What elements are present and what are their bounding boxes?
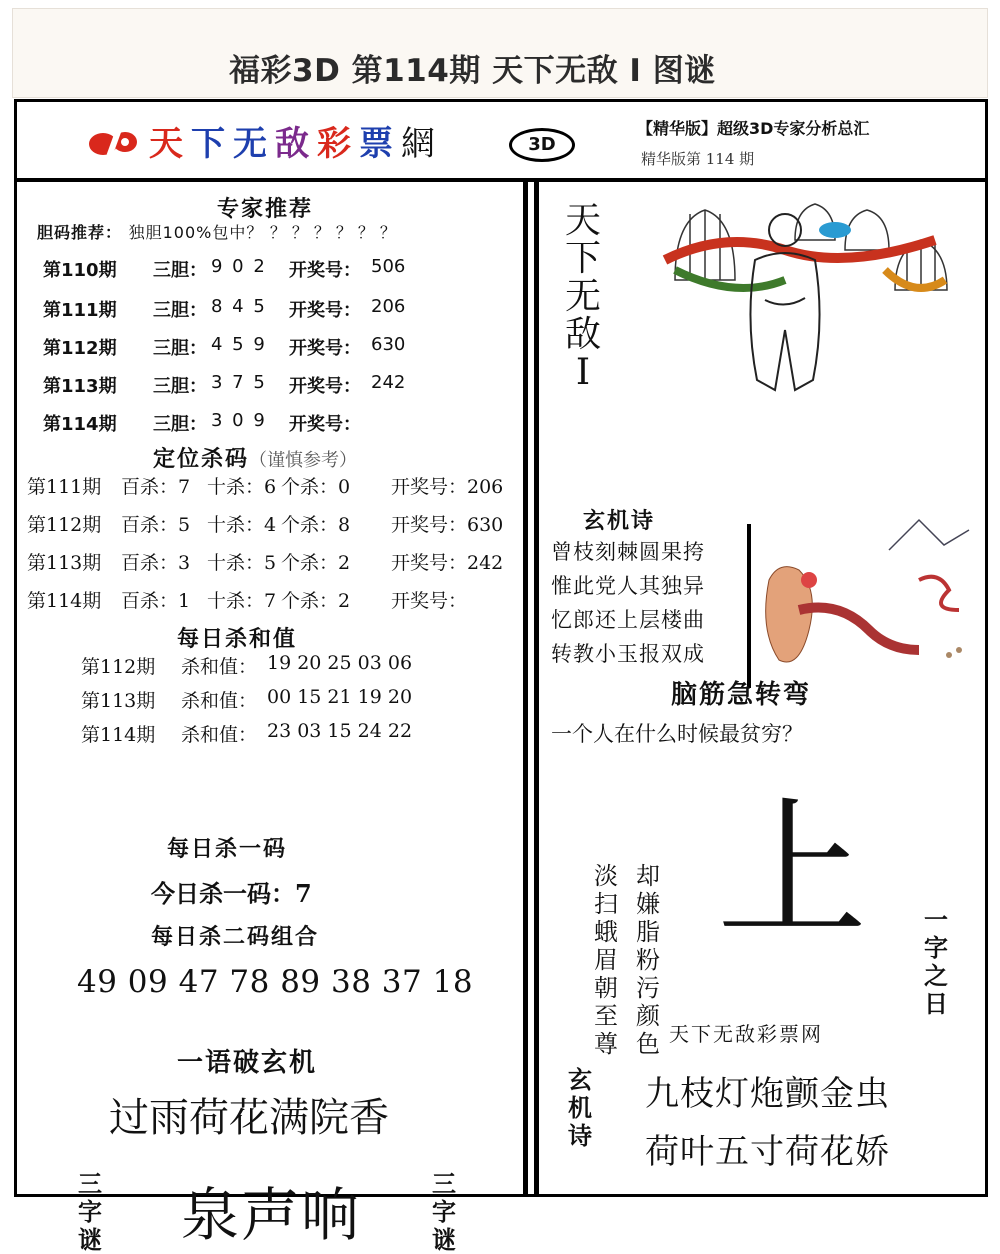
draw-label: 开奖号： — [289, 300, 361, 321]
period: 第113期 — [81, 690, 156, 712]
label-char: 字 — [78, 1198, 102, 1226]
bai-kill: 百杀：1 — [121, 590, 191, 612]
kill-one-text: 今日杀一码：7 — [151, 879, 312, 908]
one-word-label — [921, 906, 951, 1018]
draw-number: 506 — [371, 256, 406, 277]
poem-heading: 玄机诗 — [583, 509, 656, 534]
ge-kill: 个杀：2 — [281, 552, 351, 574]
3d-badge: 3D — [509, 128, 575, 162]
cage-figure-illustration — [635, 190, 975, 404]
poem-char: 嫌 — [636, 890, 660, 918]
period: 第111期 — [43, 300, 117, 321]
kill-one-heading: 每日杀一码 — [167, 837, 288, 862]
ge-kill: 个杀：0 — [281, 476, 351, 498]
site-char: 敌 — [275, 124, 317, 164]
site-char: 下 — [191, 124, 233, 164]
label-char: 谜 — [78, 1226, 102, 1254]
draw-number: 开奖号： — [391, 590, 468, 612]
ge-kill: 个杀：2 — [281, 590, 351, 612]
poem-char: 却 — [636, 862, 660, 890]
issue-number: 精华版第 114 期 — [641, 150, 755, 168]
ink-painting-illustration — [759, 510, 979, 690]
sum-values: 23 03 15 24 22 — [267, 720, 413, 742]
edition-label: 【精华版】超级3D专家分析总汇 — [637, 119, 870, 138]
label-char: 玄 — [568, 1066, 592, 1094]
position-kill-note: （谨慎参考） — [249, 450, 358, 471]
draw-number: 630 — [371, 334, 406, 355]
lottery-logo-icon — [85, 128, 149, 158]
position-kill-title: 定位杀码 — [153, 447, 250, 472]
dan-recommend — [37, 220, 402, 243]
poem-char: 扫 — [594, 890, 618, 918]
dan-numbers: 4 5 9 — [211, 334, 267, 355]
site-char: 天 — [149, 124, 191, 164]
title-char: 天 — [564, 200, 601, 241]
poem-line: 转教小玉报双成 — [551, 642, 705, 666]
label-char: 一 — [924, 906, 948, 934]
right-panel — [539, 186, 985, 1196]
site-char: 无 — [233, 124, 275, 164]
big-character: 上 — [717, 784, 868, 958]
period: 第110期 — [43, 260, 117, 281]
poem-char: 淡 — [594, 862, 618, 890]
kill-two-pairs: 49 09 47 78 89 38 37 18 — [77, 964, 474, 1000]
poem-char: 污 — [636, 974, 660, 1002]
dan-numbers: 3 7 5 — [211, 372, 267, 393]
riddle-heading: 一语破玄机 — [177, 1048, 318, 1078]
label-char: 三 — [432, 1170, 456, 1198]
sum-label: 杀和值： — [181, 690, 258, 712]
dan-label: 胆码推荐： — [37, 223, 123, 242]
title-char: 敌 — [564, 314, 601, 355]
poem-line: 惟此党人其独异 — [551, 574, 705, 598]
draw-label: 开奖号： — [289, 414, 361, 435]
draw-number: 开奖号：206 — [391, 476, 504, 498]
shi-kill: 十杀：4 — [207, 514, 277, 536]
dan-numbers: 8 4 5 — [211, 296, 267, 317]
poster-frame — [14, 99, 988, 1254]
site-char: 網 — [401, 124, 443, 164]
bottom-poem-label — [565, 1066, 595, 1150]
dan-numbers: 9 0 2 — [211, 256, 267, 277]
left-panel — [17, 186, 523, 1254]
dan-label: 三胆： — [153, 260, 207, 281]
riddle-side-label-left — [75, 1170, 105, 1254]
period: 第114期 — [27, 590, 102, 612]
label-char: 之 — [924, 962, 948, 990]
site-footer: 天下无敌彩票网 — [669, 1022, 823, 1046]
title-char: 无 — [564, 276, 601, 317]
riddle-answer: 泉声响 — [181, 1181, 362, 1249]
bottom-poem-line: 荷叶五寸荷花娇 — [645, 1132, 890, 1172]
dan-numbers: 3 0 9 — [211, 410, 267, 431]
bai-kill: 百杀：3 — [121, 552, 191, 574]
period: 第114期 — [43, 414, 117, 435]
ge-kill: 个杀：8 — [281, 514, 351, 536]
bai-kill: 百杀：7 — [121, 476, 191, 498]
dan-label: 三胆： — [153, 338, 207, 359]
bottom-poem-line: 九枝灯炧颤金虫 — [645, 1074, 890, 1114]
poem-char: 粉 — [636, 946, 660, 974]
kill-two-heading: 每日杀二码组合 — [151, 925, 320, 950]
poem-divider — [747, 524, 751, 688]
draw-label: 开奖号： — [289, 376, 361, 397]
poem-char: 朝 — [594, 974, 618, 1002]
poem-char: 脂 — [636, 918, 660, 946]
poem-line: 曾枝刻棘圆果挎 — [551, 540, 705, 564]
period: 第114期 — [81, 724, 156, 746]
site-char: 票 — [359, 124, 401, 164]
sum-label: 杀和值： — [181, 656, 258, 678]
bai-kill: 百杀：5 — [121, 514, 191, 536]
sum-kill-heading: 每日杀和值 — [177, 627, 298, 652]
site-char: 彩 — [317, 124, 359, 164]
draw-number: 206 — [371, 296, 406, 317]
period: 第113期 — [27, 552, 102, 574]
label-char: 三 — [78, 1170, 102, 1198]
poem-char: 尊 — [594, 1030, 618, 1058]
draw-number: 242 — [371, 372, 406, 393]
dan-label: 三胆： — [153, 300, 207, 321]
poem-char: 颜 — [636, 1002, 660, 1030]
label-char: 机 — [568, 1094, 592, 1122]
poem-char: 眉 — [594, 946, 618, 974]
label-char: 日 — [924, 990, 948, 1018]
vertical-poem-col — [591, 862, 621, 1058]
position-kill-heading — [153, 442, 357, 473]
sum-values: 00 15 21 19 20 — [267, 686, 413, 708]
draw-label: 开奖号： — [289, 338, 361, 359]
period: 第112期 — [81, 656, 156, 678]
site-name — [149, 116, 443, 165]
riddle-line: 过雨荷花满院香 — [109, 1095, 389, 1141]
label-char: 字 — [432, 1198, 456, 1226]
period: 第111期 — [27, 476, 102, 498]
title-char: 下 — [564, 238, 601, 279]
banner — [17, 102, 985, 182]
vertical-title — [563, 202, 603, 392]
sum-label: 杀和值： — [181, 724, 258, 746]
label-char: 谜 — [432, 1226, 456, 1254]
shi-kill: 十杀：6 — [207, 476, 277, 498]
sum-values: 19 20 25 03 06 — [267, 652, 413, 674]
draw-number: 开奖号：630 — [391, 514, 504, 536]
brain-teaser-heading: 脑筋急转弯 — [671, 680, 812, 710]
poem-char: 色 — [636, 1030, 660, 1058]
title-char: I — [575, 352, 591, 393]
vertical-poem-col — [633, 862, 663, 1058]
shi-kill: 十杀：5 — [207, 552, 277, 574]
period: 第112期 — [27, 514, 102, 536]
column-divider — [523, 182, 528, 1197]
dan-label: 三胆： — [153, 376, 207, 397]
dan-text: 独胆100%包中？ — [128, 223, 264, 242]
expert-heading: 专家推荐 — [217, 197, 314, 222]
poem-char: 蛾 — [594, 918, 618, 946]
label-char: 字 — [924, 934, 948, 962]
label-char: 诗 — [568, 1122, 592, 1150]
poem-line: 忆郎还上层楼曲 — [551, 608, 705, 632]
draw-number: 开奖号：242 — [391, 552, 504, 574]
shi-kill: 十杀：7 — [207, 590, 277, 612]
page-title: 福彩3D 第114期 天下无敌 I 图谜 — [229, 53, 716, 89]
period: 第113期 — [43, 376, 117, 397]
title-bar — [12, 8, 988, 98]
poem-char: 至 — [594, 1002, 618, 1030]
brain-teaser-question: 一个人在什么时候最贫穷？ — [551, 722, 803, 746]
riddle-side-label-right — [429, 1170, 459, 1254]
draw-label: 开奖号： — [289, 260, 361, 281]
dan-label: 三胆： — [153, 414, 207, 435]
period: 第112期 — [43, 338, 117, 359]
dan-marks: ？？？？？？ — [269, 223, 402, 242]
